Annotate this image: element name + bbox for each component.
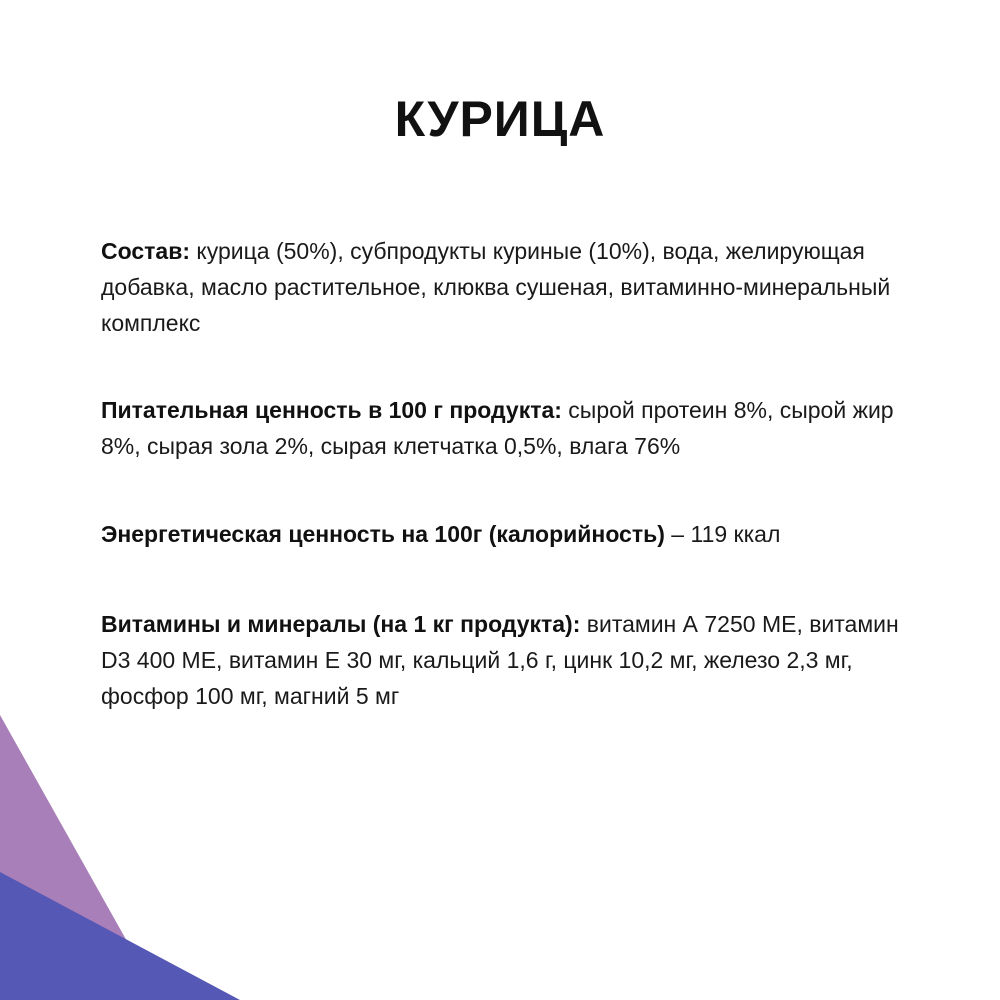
blue-triangle [0, 872, 240, 1000]
composition-text: курица (50%), субпродукты куриные (10%), вода, желирующая добавка, масло растительное, клюква сушеная, витаминно-минеральный комплекс [101, 238, 891, 336]
energy-text: – 119 ккал [664, 521, 781, 547]
vitamins-label: Витамины и минералы (на 1 кг продукта): [101, 611, 581, 637]
energy-label: Энергетическая ценность на 100г (калорийность) [101, 521, 665, 547]
page-title: КУРИЦА [394, 91, 606, 147]
energy-paragraph [101, 516, 901, 552]
purple-triangle [0, 715, 160, 1000]
nutrition-text: сырой протеин 8%, сырой жир 8%, сырая зола 2%, сырая клетчатка 0,5%, влага 76% [101, 397, 894, 459]
composition-label: Состав: [101, 238, 191, 264]
vitamins-paragraph [101, 606, 901, 714]
vitamins-text: витамин А 7250 МЕ, витамин D3 400 МЕ, витамин Е 30 мг, кальций 1,6 г, цинк 10,2 мг, железо 2,3 мг, фосфор 100 мг, магний 5 мг [101, 611, 899, 709]
composition-paragraph [101, 233, 901, 341]
nutrition-label: Питательная ценность в 100 г продукта: [101, 397, 562, 423]
nutrition-paragraph [101, 392, 901, 464]
